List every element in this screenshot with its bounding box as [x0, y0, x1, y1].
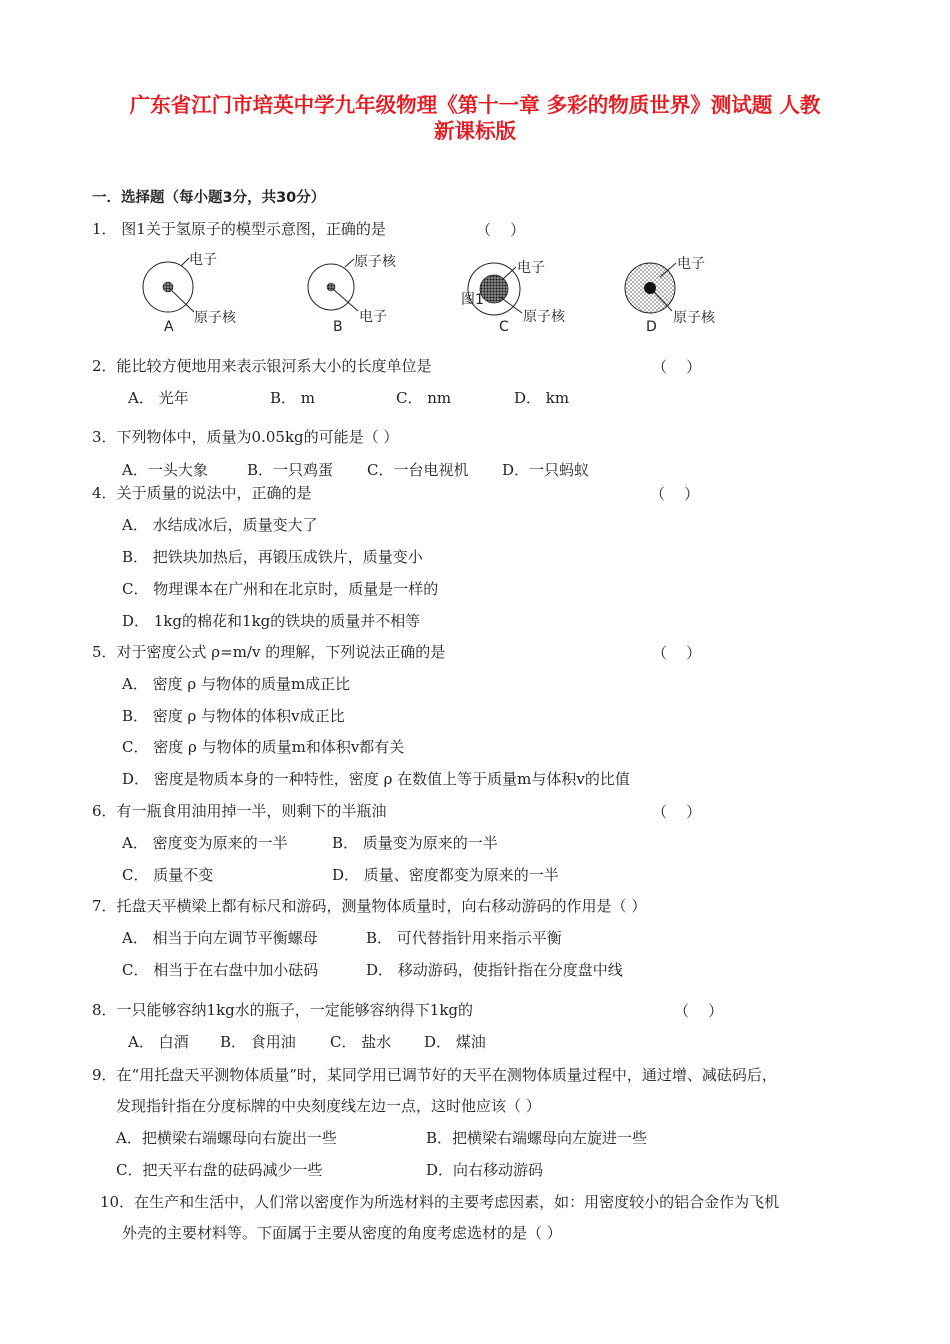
question-7-option-c: C． 相当于在右盘中加小砝码 [122, 961, 319, 979]
question-4-option-a: A． 水结成冰后，质量变大了 [122, 516, 318, 534]
model-c [461, 259, 566, 335]
answer-blank-6: （ ） [652, 803, 702, 821]
model-c-nucleus-pointer [500, 297, 522, 313]
question-7-option-b: B． 可代替指针用来指示平衡 [366, 929, 562, 947]
model-a-electron-pointer [181, 258, 189, 266]
question-2-stem: 2．能比较方便地用来表示银河系大小的长度单位是 [92, 357, 432, 375]
question-3-option-c: C．一台电视机 [367, 461, 469, 479]
question-6-option-a: A． 密度变为原来的一半 [122, 834, 288, 852]
answer-blank-5: （ ） [652, 644, 702, 662]
question-8-option-c: C． 盐水 [330, 1033, 392, 1051]
hydrogen-atom-model-figure [0, 245, 950, 345]
model-a-nucleus-label: 原子核 [194, 310, 236, 326]
question-7-stem: 7．托盘天平横梁上都有标尺和游码，测量物体质量时，向右移动游码的作用是（ ） [92, 897, 647, 915]
question-3-option-a: A．一头大象 [122, 461, 208, 479]
question-9-option-a: A．把横梁右端螺母向右旋出一些 [116, 1129, 337, 1147]
question-6-option-c: C． 质量不变 [122, 866, 214, 884]
question-4-option-c: C． 物理课本在广州和在北京时，质量是一样的 [122, 580, 439, 598]
document-title-line-2: 新课标版 [434, 119, 516, 143]
figure-label: 图1 [461, 292, 484, 308]
question-1-stem: 1． 图1关于氢原子的模型示意图，正确的是 [92, 220, 386, 238]
question-2-option-c: C． nm [396, 389, 452, 407]
answer-blank-8: （ ） [674, 1002, 724, 1020]
model-a-nucleus-pointer [170, 289, 194, 312]
question-4-option-d: D． 1kg的棉花和1kg的铁块的质量并不相等 [122, 612, 421, 630]
model-c-nucleus-label: 原子核 [523, 309, 565, 325]
model-c-nucleus [480, 275, 508, 303]
model-b-nucleus-pointer [345, 259, 354, 267]
model-b-electron-label: 电子 [359, 309, 387, 325]
question-5-option-d: D． 密度是物质本身的一种特性，密度 ρ 在数值上等于质量m与体积v的比值 [122, 770, 630, 788]
question-9-option-b: B．把横梁右端螺母向左旋进一些 [426, 1129, 648, 1147]
question-6-option-b: B． 质量变为原来的一半 [332, 834, 498, 852]
model-a-electron-label: 电子 [189, 252, 217, 268]
answer-blank-1: （ ） [476, 221, 526, 239]
question-2-option-b: B． m [270, 389, 316, 407]
question-10-stem-line-2: 外壳的主要材料等。下面属于主要从密度的角度考虑选材的是（ ） [122, 1224, 562, 1242]
question-4-stem: 4．关于质量的说法中，正确的是 [92, 484, 312, 502]
question-9-option-c: C．把天平右盘的砝码减少一些 [116, 1161, 323, 1179]
question-9-stem-line-1: 9．在“用托盘天平测物体质量”时，某同学用已调节好的天平在测物体质量过程中，通过增、减砝码后， [92, 1066, 777, 1084]
model-b [308, 253, 397, 335]
document-title-line-1: 广东省江门市培英中学九年级物理《第十一章 多彩的物质世界》测试题 人教 [129, 93, 821, 117]
model-d [625, 255, 716, 335]
model-d-electron-label: 电子 [677, 256, 705, 272]
question-2-option-d: D． km [514, 389, 570, 407]
model-c-electron-label: 电子 [517, 260, 545, 276]
model-a [143, 251, 237, 335]
question-3-option-d: D．一只蚂蚁 [502, 461, 590, 479]
model-a-letter: A [164, 319, 174, 335]
model-d-letter: D [646, 319, 657, 335]
question-2-option-a: A． 光年 [128, 389, 189, 407]
question-8-option-d: D． 煤油 [424, 1033, 486, 1051]
question-9-stem-line-2: 发现指针指在分度标牌的中央刻度线左边一点，这时他应该（ ） [116, 1097, 541, 1115]
question-9-option-d: D．向右移动游码 [426, 1161, 544, 1179]
question-7-option-d: D． 移动游码，使指针指在分度盘中线 [366, 961, 623, 979]
model-b-electron-pointer [333, 289, 358, 311]
question-5-option-c: C． 密度 ρ 与物体的质量m和体积v都有关 [122, 738, 405, 756]
question-3-option-b: B．一只鸡蛋 [247, 461, 334, 479]
question-3-stem: 3．下列物体中，质量为0.05kg的可能是（ ） [92, 428, 399, 446]
answer-blank-4: （ ） [650, 485, 700, 503]
question-5-option-b: B． 密度 ρ 与物体的体积v成正比 [122, 707, 345, 725]
question-5-stem: 5．对于密度公式 ρ=m/v 的理解，下列说法正确的是 [92, 643, 446, 661]
question-8-stem: 8．一只能够容纳1kg水的瓶子，一定能够容纳得下1kg的 [92, 1001, 474, 1019]
question-7-option-a: A． 相当于向左调节平衡螺母 [122, 929, 318, 947]
answer-blank-2: （ ） [652, 358, 702, 376]
question-8-option-b: B． 食用油 [220, 1033, 296, 1051]
model-c-letter: C [499, 319, 509, 335]
model-b-nucleus-label: 原子核 [354, 254, 396, 270]
question-5-option-a: A． 密度 ρ 与物体的质量m成正比 [122, 675, 351, 693]
question-6-option-d: D． 质量、密度都变为原来的一半 [332, 866, 559, 884]
model-d-nucleus-label: 原子核 [673, 310, 715, 326]
question-8-option-a: A． 白酒 [128, 1033, 189, 1051]
question-6-stem: 6．有一瓶食用油用掉一半，则剩下的半瓶油 [92, 802, 387, 820]
question-10-stem-line-1: 10．在生产和生活中，人们常以密度作为所选材料的主要考虑因素，如：用密度较小的铝合金作为飞机 [100, 1193, 780, 1211]
section-heading: 一．选择题（每小题3分，共30分） [92, 190, 326, 206]
question-4-option-b: B． 把铁块加热后，再锻压成铁片，质量变小 [122, 548, 423, 566]
model-b-letter: B [333, 319, 343, 335]
